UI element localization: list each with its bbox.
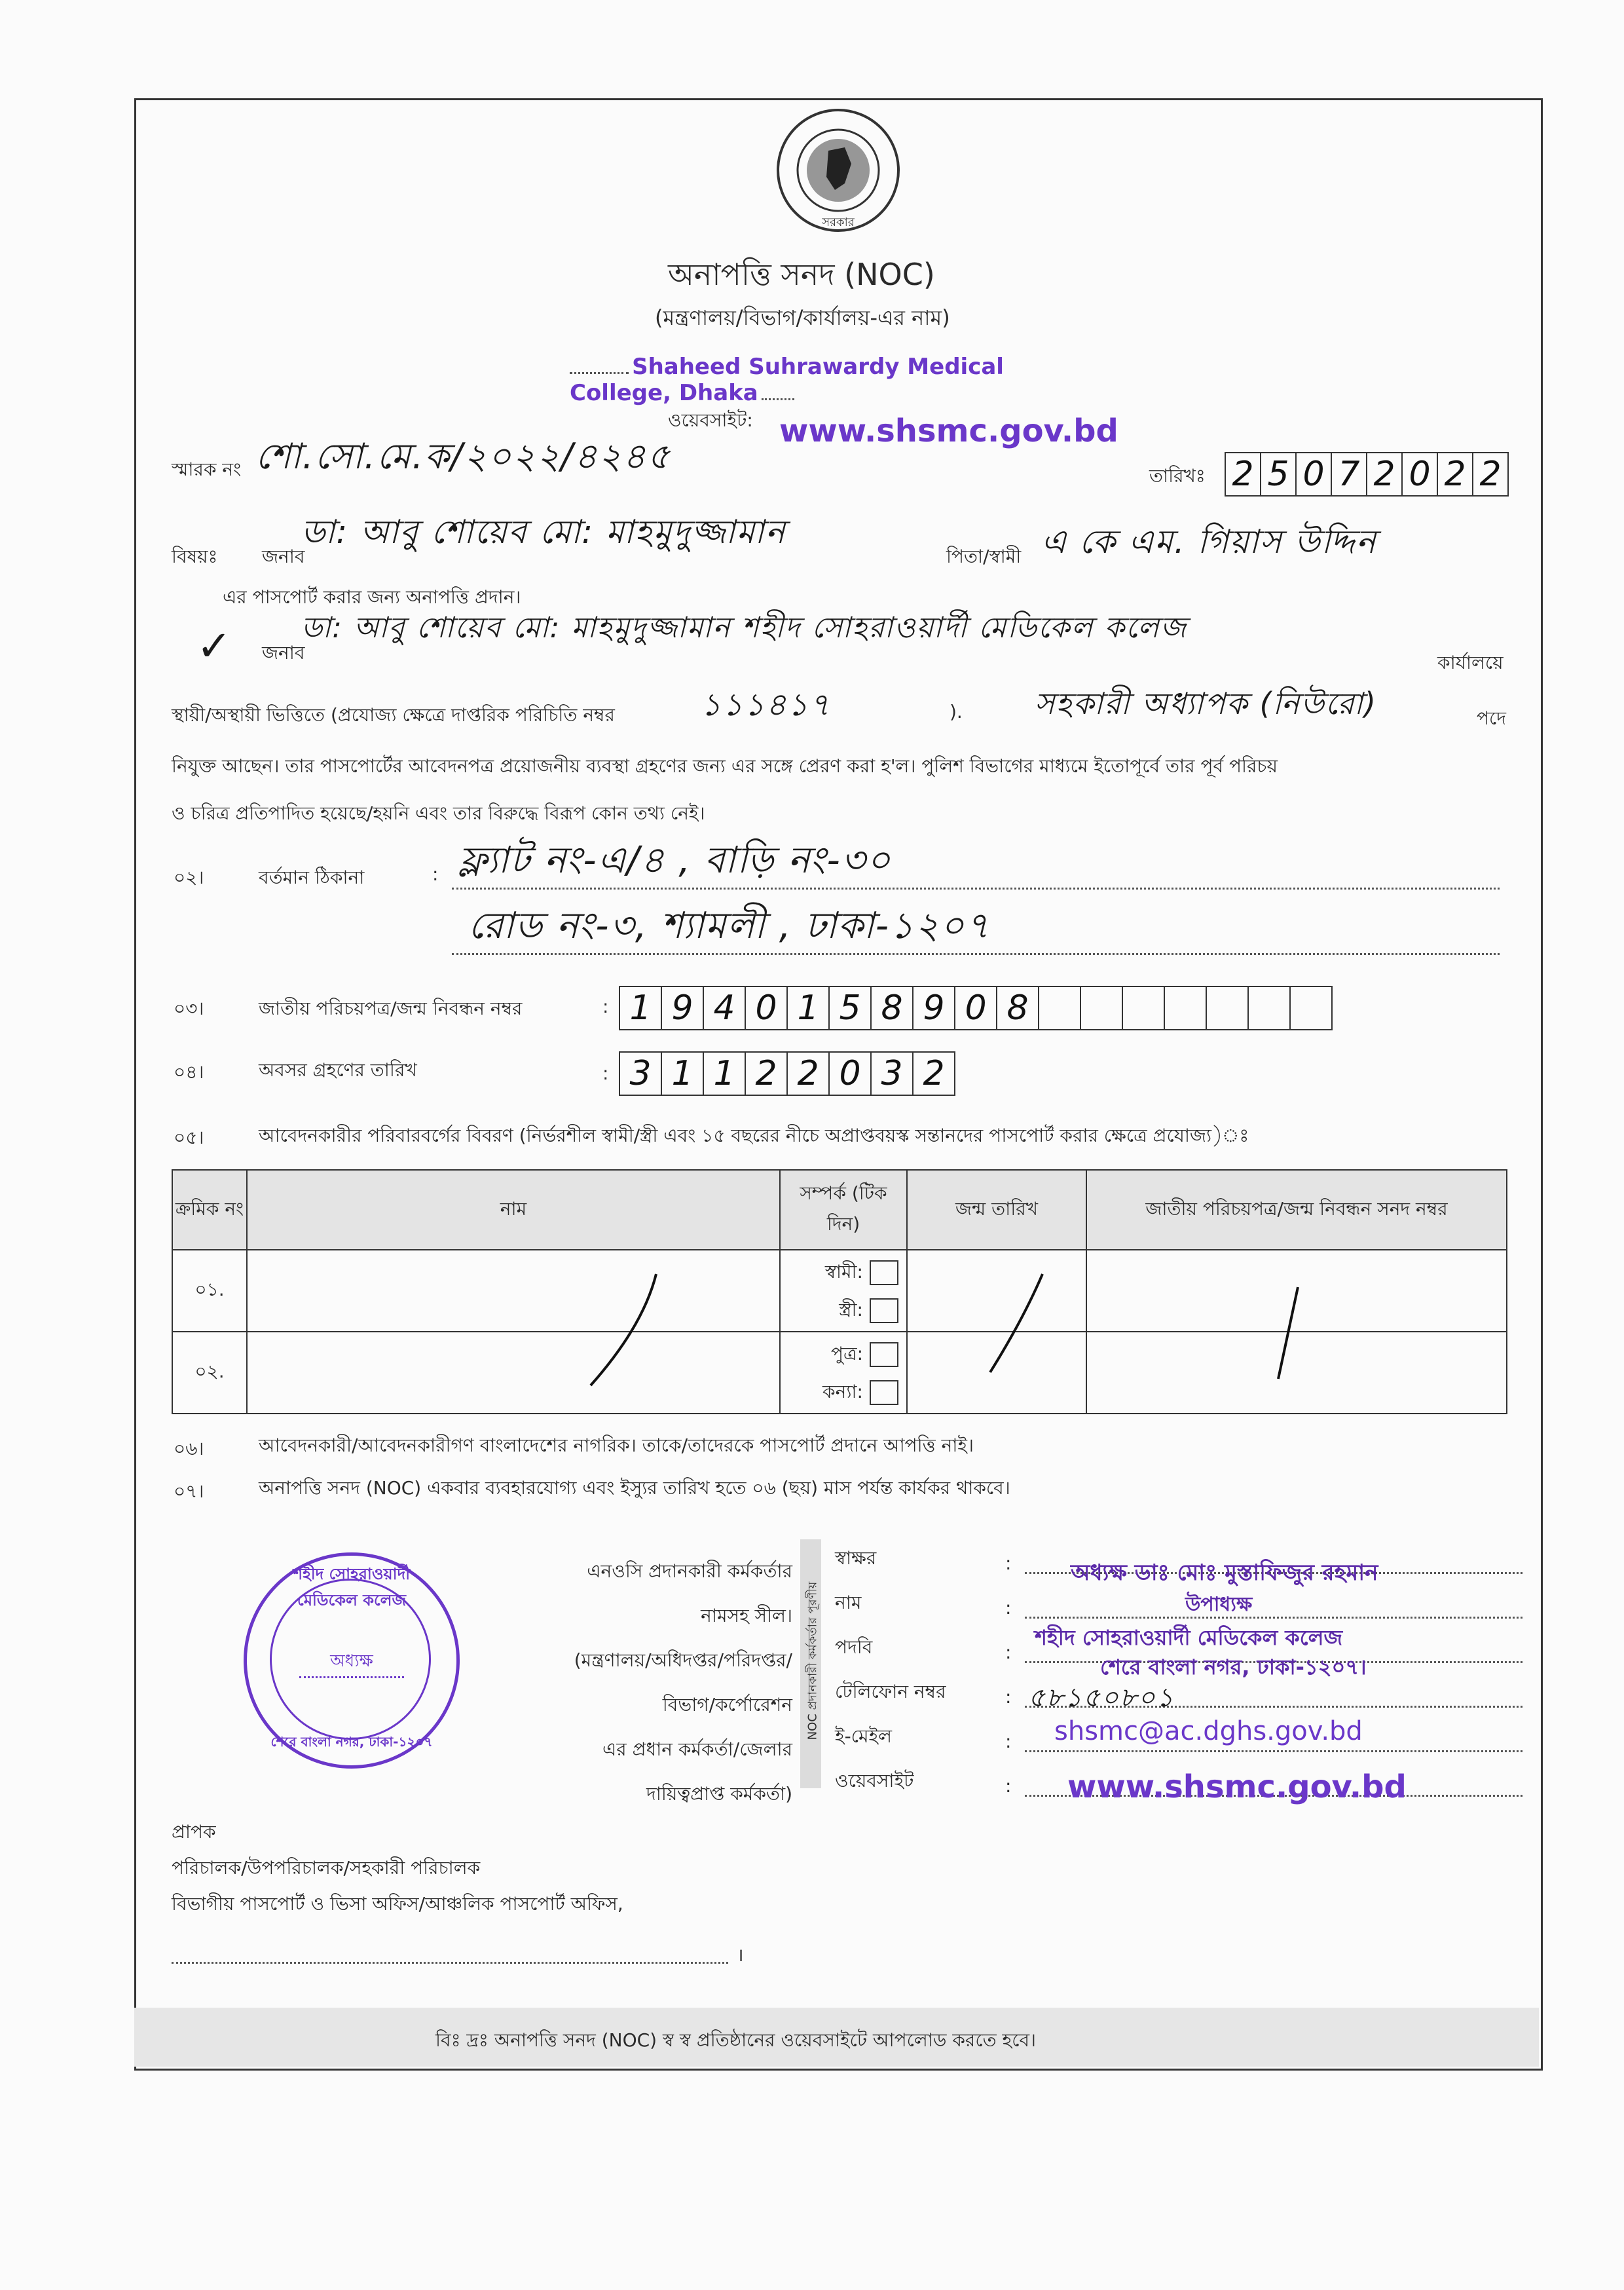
relation-label: পুত্র: <box>830 1342 863 1364</box>
date-digit: 0 <box>1297 452 1332 497</box>
body-name-label: জনাব <box>262 642 305 664</box>
nid-digit: 9 <box>662 986 704 1030</box>
retirement-boxes <box>619 1051 955 1096</box>
recipient-line3-end: । <box>737 1944 744 1966</box>
field-label: টেলিফোন নম্বর <box>835 1681 946 1702</box>
memo-label: স্মারক নং <box>172 459 242 480</box>
table-header-row <box>172 1170 1507 1250</box>
document-title: অনাপত্তি সনদ (NOC) <box>668 257 935 292</box>
nid-colon: : <box>602 996 609 1017</box>
relation-label: স্ত্রী: <box>839 1298 863 1321</box>
nid-digit: 8 <box>872 986 913 1030</box>
date-digit: 2 <box>1367 452 1403 497</box>
nid-digit <box>1165 986 1207 1030</box>
body-line3: নিযুক্ত আছেন। তার পাসপোর্টের আবেদনপত্র প্রয়োজনীয় ব্যবস্থা গ্রহণের জন্য এর সঙ্গে প্রেরণ করা হ'ল। পুলিশ বিভাগের মাধ্যমে ইতোপূর্বে তার পূর্ব পরিচয় <box>172 755 1278 777</box>
body-line2-mid: ). <box>950 701 963 723</box>
signatory-line: দায়িত্বপ্রাপ্ত কর্মকর্তা) <box>646 1783 792 1805</box>
recipient-line3-rule <box>172 1962 728 1964</box>
item-07-num: ০৭। <box>174 1480 204 1502</box>
designation: সহকারী অধ্যাপক (নিউরো) <box>1035 686 1377 721</box>
nid-boxes <box>619 986 1333 1030</box>
recipient-line2: বিভাগীয় পাসপোর্ট ও ভিসা অফিস/আঞ্চলিক পাসপোর্ট অফিস, <box>172 1893 623 1915</box>
stamp-bottom: শেরে বাংলা নগর, ঢাকা-১২০৭ <box>270 1734 433 1750</box>
date-digit: 0 <box>1403 452 1438 497</box>
sign-name-stamp: অধ্যক্ষ ডাঃ মোঃ মুস্তাফিজুর রহমান <box>1071 1560 1378 1586</box>
sign-org-stamp: শহীদ সোহরাওয়ার্দী মেডিকেল কলেজ <box>1035 1625 1343 1650</box>
retirement-colon: : <box>602 1062 609 1084</box>
relation-label: কন্যা: <box>822 1380 863 1402</box>
signatory-line: নামসহ সীল। <box>701 1605 792 1626</box>
subject-label: বিষয়ঃ <box>172 546 218 567</box>
nid-digit: 0 <box>955 986 997 1030</box>
nid-digit <box>1039 986 1081 1030</box>
signatory-line: এনওসি প্রদানকারী কর্মকর্তার <box>587 1560 792 1582</box>
body-line2-suffix: পদে <box>1477 707 1506 729</box>
retire-digit: 1 <box>662 1051 704 1096</box>
subject-name: ডা: আবু শোয়েব মো: মাহমুদুজ্জামান <box>301 513 786 551</box>
row-serial: ০১. <box>172 1250 247 1332</box>
item-06-text: আবেদনকারী/আবেদনকারীগণ বাংলাদেশের নাগরিক। তাকে/তাদেরকে পাসপোর্ট প্রদানে আপত্তি নাই। <box>259 1435 974 1456</box>
field-label: ওয়েবসাইট <box>835 1770 914 1792</box>
item-04-num: ০৪। <box>174 1061 204 1083</box>
stamp-center: অধ্যক্ষ <box>299 1647 404 1678</box>
retire-digit: 2 <box>746 1051 788 1096</box>
website-footer-stamp: www.shsmc.gov.bd <box>1067 1769 1407 1805</box>
nid-digit <box>1291 986 1333 1030</box>
body-line2-prefix: স্থায়ী/অস্থায়ী ভিত্তিতে (প্রযোজ্য ক্ষেত্রে দাপ্তরিক পরিচিতি নম্বর <box>172 704 615 726</box>
item-07-text: অনাপত্তি সনদ (NOC) একবার ব্যবহারযোগ্য এবং ইস্যুর তারিখ হতে ০৬ (ছয়) মাস পর্যন্ত কার্যকর থাকবে। <box>259 1477 1010 1499</box>
item-05-num: ০৫। <box>174 1127 204 1148</box>
body-name-office: ডা: আবু শোয়েব মো: মাহমুদুজ্জামান শহীদ সোহরাওয়ার্দী মেডিকেল কলেজ <box>301 611 1188 645</box>
field-label: ই-মেইল <box>835 1725 893 1747</box>
date-digit: 2 <box>1225 452 1261 497</box>
field-label: স্বাক্ষর <box>835 1547 877 1569</box>
nid-digit: 4 <box>704 986 746 1030</box>
nid-digit: 5 <box>830 986 872 1030</box>
retirement-label: অবসর গ্রহণের তারিখ <box>259 1059 417 1081</box>
date-label: তারিখঃ <box>1149 465 1206 487</box>
nid-digit: 1 <box>788 986 830 1030</box>
footer-note: বিঃ দ্রঃ অনাপত্তি সনদ (NOC) স্ব স্ব প্রতিষ্ঠানের ওয়েবসাইটে আপলোড করতে হবে। <box>435 2029 1037 2051</box>
body-line4: ও চরিত্র প্রতিপাদিত হয়েছে/হয়নি এবং তার বিরুদ্ধে বিরূপ কোন তথ্য নেই। <box>172 802 705 824</box>
org-name: Shaheed Suhrawardy Medical College, Dhaka <box>570 354 1004 406</box>
father-name: এ কে এম. গিয়াস উদ্দিন <box>1041 523 1377 561</box>
row-serial: ০২. <box>172 1332 247 1414</box>
subject-line2: এর পাসপোর্ট করার জন্য অনাপত্তি প্রদান। <box>223 586 521 608</box>
retire-digit: 3 <box>872 1051 913 1096</box>
ministry-subtitle: (মন্ত্রণালয়/বিভাগ/কার্যালয়-এর নাম) <box>655 305 950 330</box>
website-label: ওয়েবসাইট: <box>668 409 753 431</box>
nid-digit: 9 <box>913 986 955 1030</box>
relation-label: স্বামী: <box>824 1260 863 1283</box>
date-digit: 2 <box>1438 452 1473 497</box>
col-relation: সম্পর্ক (টিক দিন) <box>780 1170 907 1250</box>
signatory-line: এর প্রধান কর্মকর্তা/জেলার <box>602 1738 792 1760</box>
retire-digit: 2 <box>788 1051 830 1096</box>
office-suffix: কার্যালয়ে <box>1437 652 1504 673</box>
stamp-text: শহীদ সোহরাওয়ার্দী মেডিকেল কলেজ <box>293 1565 411 1609</box>
checkmark: ✓ <box>196 622 233 671</box>
col-name: নাম <box>247 1170 780 1250</box>
date-digit: 5 <box>1261 452 1297 497</box>
government-emblem <box>773 105 904 236</box>
retire-digit: 0 <box>830 1051 872 1096</box>
retire-digit: 1 <box>704 1051 746 1096</box>
nid-digit <box>1249 986 1291 1030</box>
date-boxes <box>1225 452 1509 497</box>
noc-side-strip <box>800 1539 821 1788</box>
item-03-num: ০৩। <box>174 998 204 1019</box>
col-dob: জন্ম তারিখ <box>907 1170 1086 1250</box>
nid-digit <box>1123 986 1165 1030</box>
website-stamp: www.shsmc.gov.bd <box>779 413 1118 449</box>
college-round-stamp <box>244 1552 460 1769</box>
address-label: বর্তমান ঠিকানা <box>259 867 365 888</box>
emblem-icon <box>773 105 904 236</box>
recipient-label: প্রাপক <box>172 1821 216 1843</box>
email-stamp: shsmc@ac.dghs.gov.bd <box>1054 1716 1363 1746</box>
nid-digit <box>1207 986 1249 1030</box>
family-label: আবেদনকারীর পরিবারবর্গের বিবরণ (নির্ভরশীল স্বামী/স্ত্রী এবং ১৫ বছরের নীচে অপ্রাপ্তবয়স্ক সন্তানদের পাসপোর্ট করার ক্ষেত্রে প্রযোজ্য)ঃ <box>259 1125 1249 1146</box>
org-name-line <box>570 354 1107 406</box>
nid-digit: 1 <box>619 986 662 1030</box>
signatory-description <box>517 1549 792 1816</box>
nid-label: জাতীয় পরিচয়পত্র/জন্ম নিবন্ধন নম্বর <box>259 998 523 1019</box>
nid-digit: 0 <box>746 986 788 1030</box>
retire-digit: 3 <box>619 1051 662 1096</box>
phone-number: ৫৮১৫০৮০১ <box>1028 1683 1175 1713</box>
recipient-line1: পরিচালক/উপপরিচালক/সহকারী পরিচালক <box>172 1857 481 1879</box>
footer-note-bar <box>134 2008 1539 2067</box>
col-nid: জাতীয় পরিচয়পত্র/জন্ম নিবন্ধন সনদ নম্বর <box>1086 1170 1507 1250</box>
sign-address-stamp: শেরে বাংলা নগর, ঢাকা-১২০৭। <box>1100 1655 1367 1680</box>
item-06-num: ০৬। <box>174 1438 204 1459</box>
address-colon: : <box>432 863 439 885</box>
subject-name-label: জনাব <box>262 546 305 567</box>
item-02-num: ০২। <box>174 867 204 888</box>
date-digit: 7 <box>1332 452 1367 497</box>
nid-digit <box>1081 986 1123 1030</box>
field-label: পদবি <box>835 1636 873 1658</box>
signatory-field-labels <box>835 1536 946 1803</box>
table-strikethrough-marks <box>172 1248 1507 1412</box>
signatory-line: (মন্ত্রণালয়/অধিদপ্তর/পরিদপ্তর/ <box>574 1649 792 1671</box>
svg-text:সরকার: সরকার <box>822 216 855 229</box>
memo-number: শো.সো.মে.ক/২০২২/৪২৪৫ <box>255 436 671 477</box>
address-line-2: রোড নং-৩, শ্যামলী , ঢাকা-১২০৭ <box>468 905 991 947</box>
col-serial: ক্রমিক নং <box>172 1170 247 1250</box>
sign-title-stamp: উপাধ্যক্ষ <box>1185 1593 1253 1616</box>
official-id: ১১১৪১৭ <box>701 686 831 723</box>
field-label: নাম <box>835 1592 862 1613</box>
signatory-line: বিভাগ/কর্পোরেশন <box>662 1694 792 1716</box>
nid-digit: 8 <box>997 986 1039 1030</box>
date-digit: 2 <box>1473 452 1509 497</box>
father-label: পিতা/স্বামী <box>946 546 1022 567</box>
retire-digit: 2 <box>913 1051 955 1096</box>
noc-side-text: NOC প্রদানকারী কর্মকর্তার পূরণীয় <box>805 1581 820 1740</box>
address-line-1: ফ্ল্যাট নং-এ/৪ , বাড়ি নং-৩০ <box>458 839 892 882</box>
